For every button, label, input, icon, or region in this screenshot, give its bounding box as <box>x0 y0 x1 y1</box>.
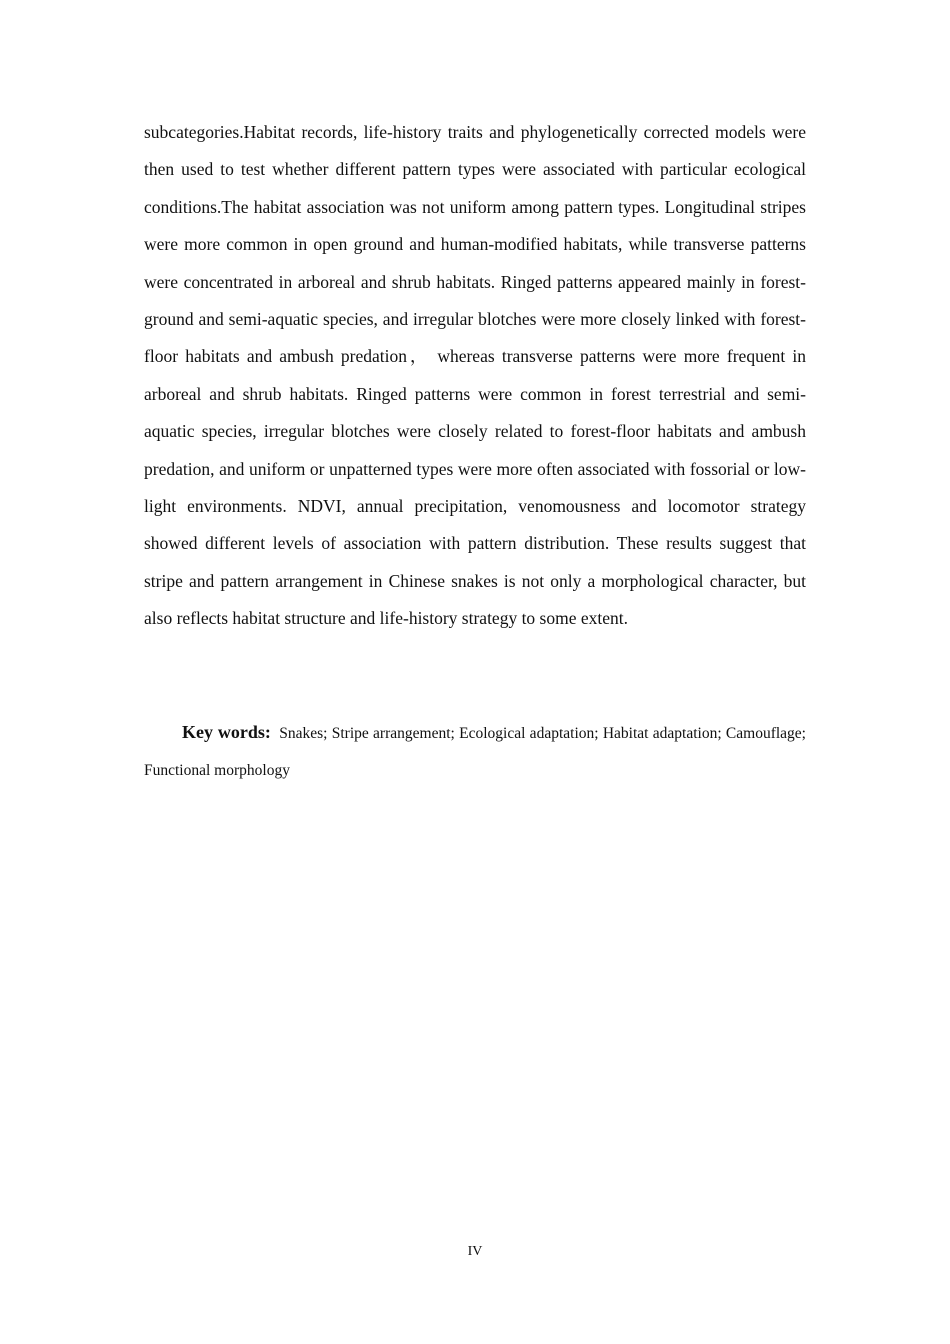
page-number: IV <box>467 1244 483 1259</box>
keywords-list: Snakes; Stripe arrangement; Ecological adaptation; Habitat adaptation; Camouflage; Functional morphology <box>144 725 806 779</box>
keywords-label: Key words: <box>182 722 271 742</box>
keywords-paragraph <box>144 714 806 789</box>
abstract-paragraph: subcategories.Habitat records, life-history traits and phylogenetically corrected models were then used to test whether different pattern types were associated with particular ecological conditions.The habitat association was not uniform among pattern types. Longitudinal stripes were more common in open ground and human-modified habitats, while transverse patterns were concentrated in arboreal and shrub habitats. Ringed patterns appeared mainly in forest-ground and semi-aquatic species, and irregular blotches were more closely linked with forest-floor habitats and ambush predation， whereas transverse patterns were more frequent in arboreal and shrub habitats. Ringed patterns were common in forest terrestrial and semi-aquatic species, irregular blotches were closely related to forest-floor habitats and ambush predation, and uniform or unpatterned types were more often associated with fossorial or low-light environments. NDVI, annual precipitation, venomousness and locomotor strategy showed different levels of association with pattern distribution. These results suggest that stripe and pattern arrangement in Chinese snakes is not only a morphological character, but also reflects habitat structure and life-history strategy to some extent. <box>144 122 806 629</box>
